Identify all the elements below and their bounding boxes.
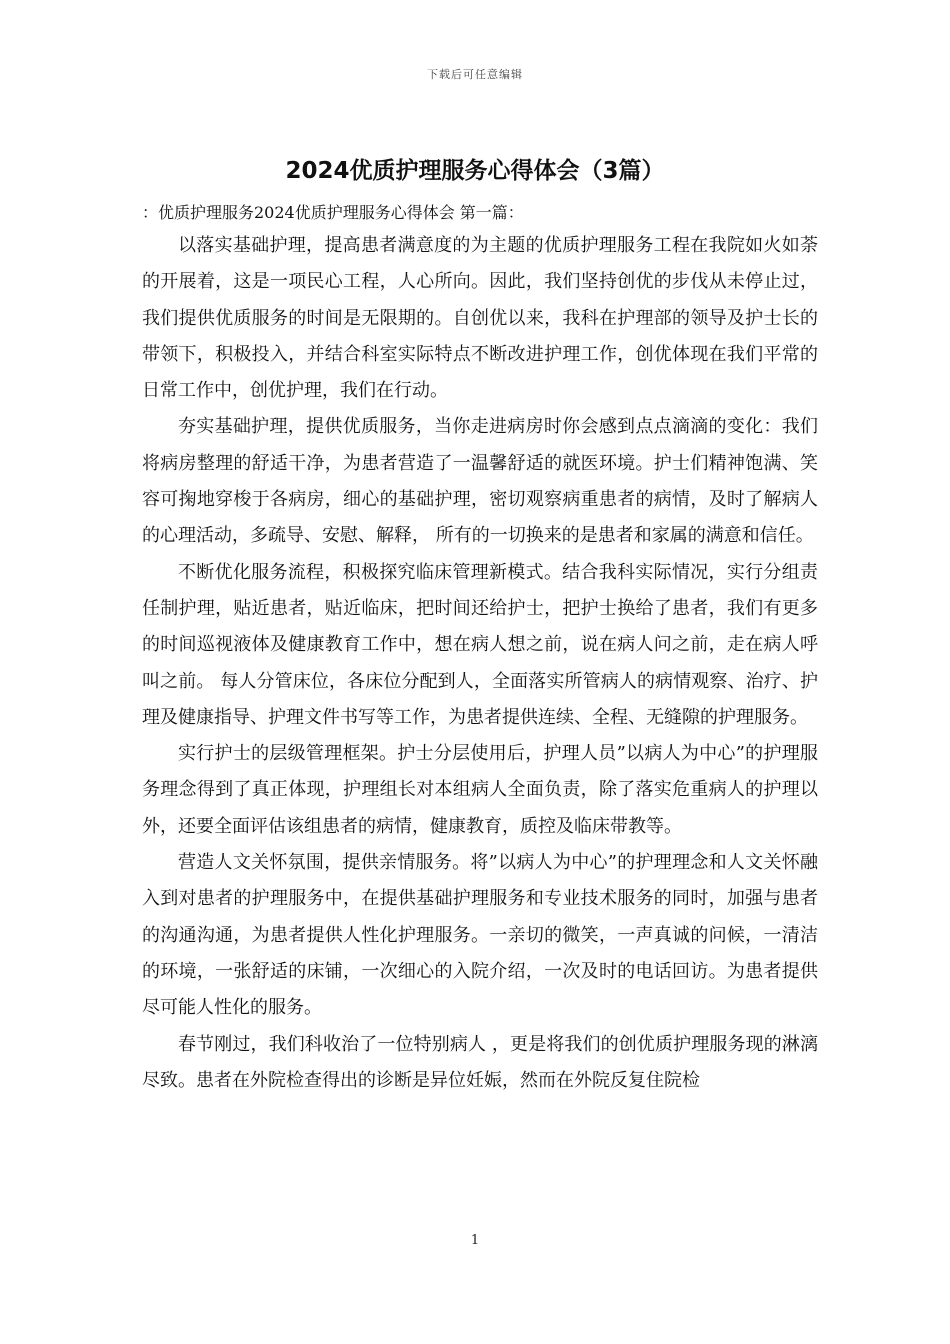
document-subtitle: ：优质护理服务2024优质护理服务心得体会 第一篇： [142, 203, 524, 222]
paragraph-4: 实行护士的层级管理框架。护士分层使用后，护理人员”以病人为中心”的护理服务理念得到了真正体现，护理组长对本组病人全面负责，除了落实危重病人的护理以外，还要全面评估该组患者的病情，健康教育，质控及临床带教等。 [142, 743, 818, 837]
document-title: 2024优质护理服务心得体会（3篇） [285, 158, 665, 184]
paragraph-3: 不断优化服务流程，积极探究临床管理新模式。结合我科实际情况，实行分组责任制护理，贴近患者，贴近临床，把时间还给护士，把护士换给了患者，我们有更多的时间巡视液体及健康教育工作中，想在病人想之前，说在病人问之前，走在病人呼叫之前。 每人分管床位，各床位分配到人，全面落实所管病人的病情观察、治疗、护理及健康指导、护理文件书写等工作，为患者提供连续、全程、无缝隙的护理服务。 [142, 561, 818, 728]
paragraph-1: 以落实基础护理，提高患者满意度的为主题的优质护理服务工程在我院如火如荼的开展着，这是一项民心工程，人心所向。因此，我们坚持创优的步伐从未停止过，我们提供优质服务的时间是无限期的。自创优以来，我科在护理部的领导及护士长的带领下，积极投入，并结合科室实际特点不断改进护理工作，创优体现在我们平常的日常工作中，创优护理，我们在行动。 [142, 235, 818, 402]
document-body [142, 228, 818, 1099]
page-number: 1 [470, 1233, 480, 1248]
paragraph-2: 夯实基础护理，提供优质服务，当你走进病房时你会感到点点滴滴的变化：我们将病房整理的舒适干净，为患者营造了一温馨舒适的就医环境。护士们精神饱满、笑容可掬地穿梭于各病房，细心的基础护理，密切观察病重患者的病情，及时了解病人的心理活动，多疏导、安慰、解释， 所有的一切换来的是患者和家属的满意和信任。 [142, 416, 818, 547]
page-header-note: 下载后可任意编辑 [427, 68, 523, 81]
paragraph-5: 营造人文关怀氛围，提供亲情服务。将”以病人为中心”的护理理念和人文关怀融入到对患者的护理服务中，在提供基础护理服务和专业技术服务的同时，加强与患者的沟通沟通，为患者提供人性化护理服务。一亲切的微笑，一声真诚的问候，一清洁的环境，一张舒适的床铺，一次细心的入院介绍，一次及时的电话回访。为患者提供尽可能人性化的服务。 [142, 852, 818, 1019]
paragraph-6: 春节刚过，我们科收治了一位特别病人 ，更是将我们的创优质护理服务现的淋漓尽致。患者在外院检查得出的诊断是异位妊娠，然而在外院反复住院检 [142, 1033, 818, 1091]
